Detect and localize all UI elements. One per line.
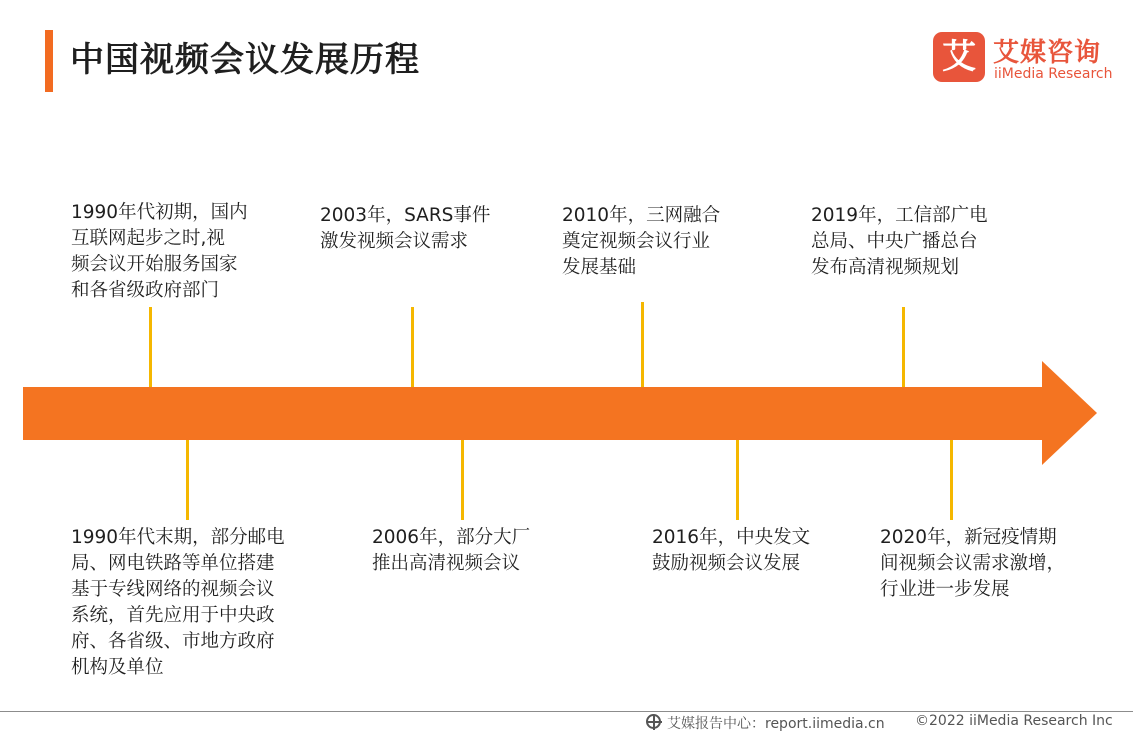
- event-2003: 2003年，SARS事件 激发视频会议需求: [320, 205, 491, 252]
- connector-2006: [461, 440, 464, 520]
- event-2019: 2019年，工信部广电 总局、中央广播总台 发布高清视频规划: [811, 205, 988, 278]
- event-2010: 2010年，三网融合 奠定视频会议行业 发展基础: [562, 205, 721, 278]
- title-accent-bar: [45, 30, 53, 92]
- connector-2019: [902, 307, 905, 387]
- event-2006: 2006年，部分大厂 推出高清视频会议: [372, 527, 531, 574]
- brand-logo: [933, 30, 1118, 86]
- event-2020: 2020年，新冠疫情期 间视频会议需求激增， 行业进一步发展: [880, 527, 1066, 600]
- footer-source: 艾媒报告中心：report.iimedia.cn: [667, 716, 885, 732]
- timeline-arrow-head: [1042, 361, 1097, 465]
- connector-2020: [950, 440, 953, 520]
- connector-1990-early: [149, 307, 152, 387]
- connector-2010: [641, 302, 644, 387]
- connector-2003: [411, 307, 414, 387]
- footer-divider: [0, 711, 1133, 712]
- event-2016: 2016年，中央发文 鼓励视频会议发展: [652, 527, 811, 574]
- timeline-arrow-body: [23, 387, 1045, 440]
- event-1990-early: 1990年代初期，国内 互联网起步之时,视 频会议开始服务国家 和各省级政府部门: [71, 202, 248, 301]
- logo-name-cn: 艾媒咨询: [993, 38, 1102, 68]
- connector-2016: [736, 440, 739, 520]
- logo-mark-icon: 艾: [933, 32, 985, 82]
- connector-1990-late: [186, 440, 189, 520]
- globe-icon: [646, 714, 661, 729]
- footer-copyright: ©2022 iiMedia Research Inc: [915, 713, 1113, 729]
- event-1990-late: 1990年代末期，部分邮电 局、网电铁路等单位搭建 基于专线网络的视频会议 系统，首先应用于中央政 府、各省级、市地方政府 机构及单位: [71, 527, 285, 678]
- logo-name-en: iiMedia Research: [994, 66, 1113, 82]
- page-title: 中国视频会议发展历程: [70, 40, 420, 80]
